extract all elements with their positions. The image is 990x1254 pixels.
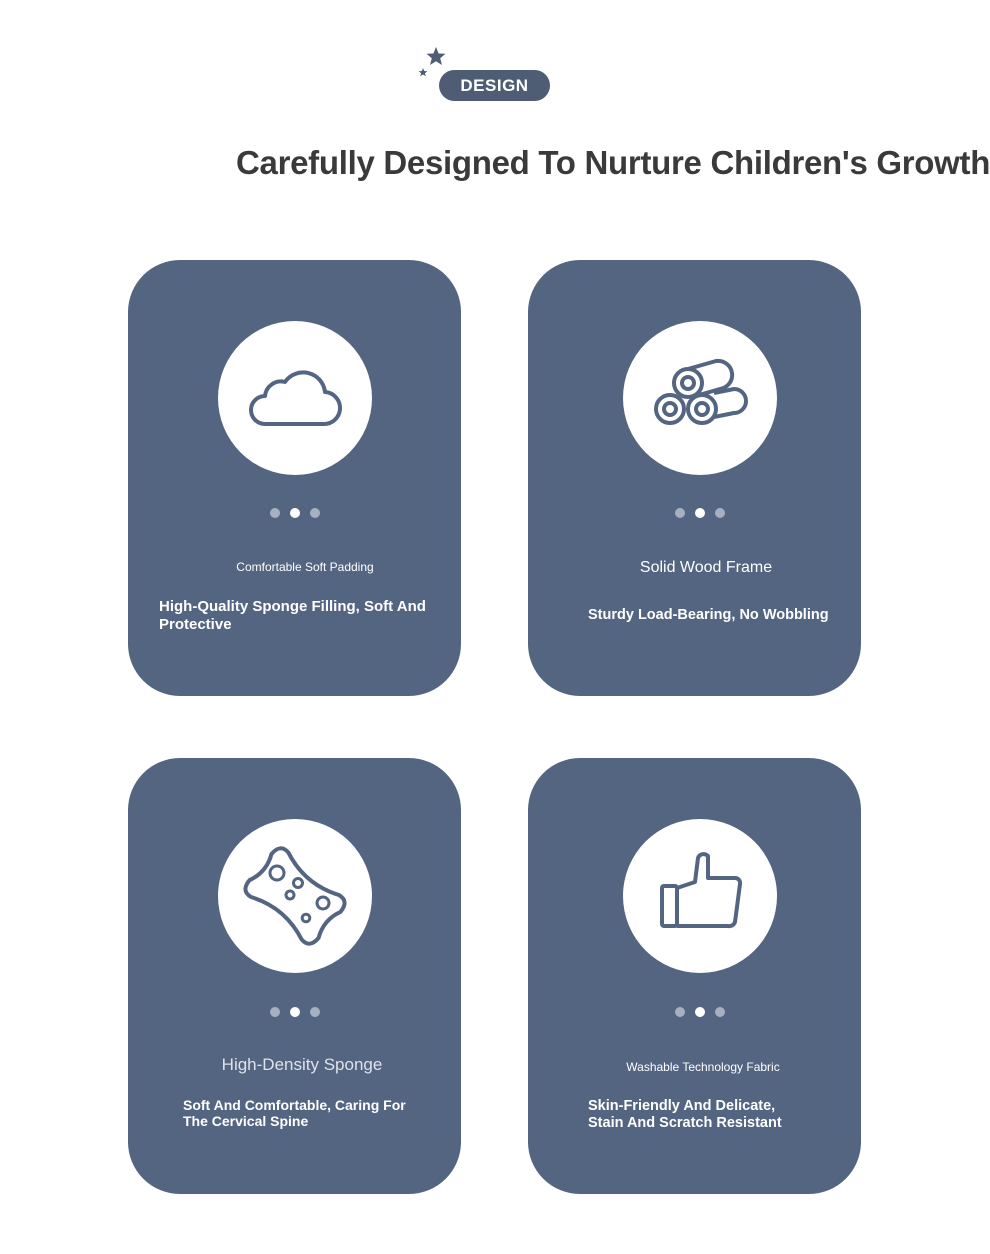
feature-card-washable-fabric <box>528 758 861 1194</box>
dot-indicator-active <box>695 508 705 518</box>
icon-circle <box>623 321 777 475</box>
feature-description: Skin-Friendly And Delicate, Stain And Scratch Resistant <box>588 1098 782 1131</box>
dot-indicator <box>270 1007 280 1017</box>
pagination-dots <box>128 1007 461 1017</box>
dot-indicator <box>310 1007 320 1017</box>
pagination-dots <box>533 1007 866 1017</box>
pagination-dots <box>533 508 866 518</box>
wood-logs-icon <box>648 353 752 443</box>
dot-indicator <box>715 508 725 518</box>
icon-circle <box>623 819 777 973</box>
feature-card-high-density-sponge <box>128 758 461 1194</box>
feature-title: Solid Wood Frame <box>639 559 773 576</box>
dot-indicator <box>675 508 685 518</box>
icon-circle <box>218 321 372 475</box>
thumbs-up-icon <box>650 846 750 946</box>
pagination-dots <box>128 508 461 518</box>
dot-indicator-active <box>290 508 300 518</box>
dot-indicator <box>270 508 280 518</box>
feature-card-wood-frame <box>528 260 861 696</box>
design-badge <box>439 70 550 101</box>
design-badge-label: DESIGN <box>460 75 529 95</box>
feature-description: High-Quality Sponge Filling, Soft And Protective <box>159 598 426 633</box>
sponge-icon <box>240 841 350 951</box>
feature-description: Sturdy Load-Bearing, No Wobbling <box>588 607 829 623</box>
dot-indicator <box>715 1007 725 1017</box>
feature-title: High-Density Sponge <box>221 1055 383 1074</box>
feature-title: Comfortable Soft Padding <box>236 560 374 574</box>
icon-circle <box>218 819 372 973</box>
feature-title: Washable Technology Fabric <box>626 1060 780 1074</box>
page-title: Carefully Designed To Nurture Children's Growth <box>236 144 990 181</box>
cloud-icon <box>245 358 345 438</box>
dot-indicator-active <box>695 1007 705 1017</box>
dot-indicator <box>675 1007 685 1017</box>
dot-indicator-active <box>290 1007 300 1017</box>
feature-description: Soft And Comfortable, Caring For The Cervical Spine <box>183 1097 406 1129</box>
dot-indicator <box>310 508 320 518</box>
feature-card-soft-padding <box>128 260 461 696</box>
